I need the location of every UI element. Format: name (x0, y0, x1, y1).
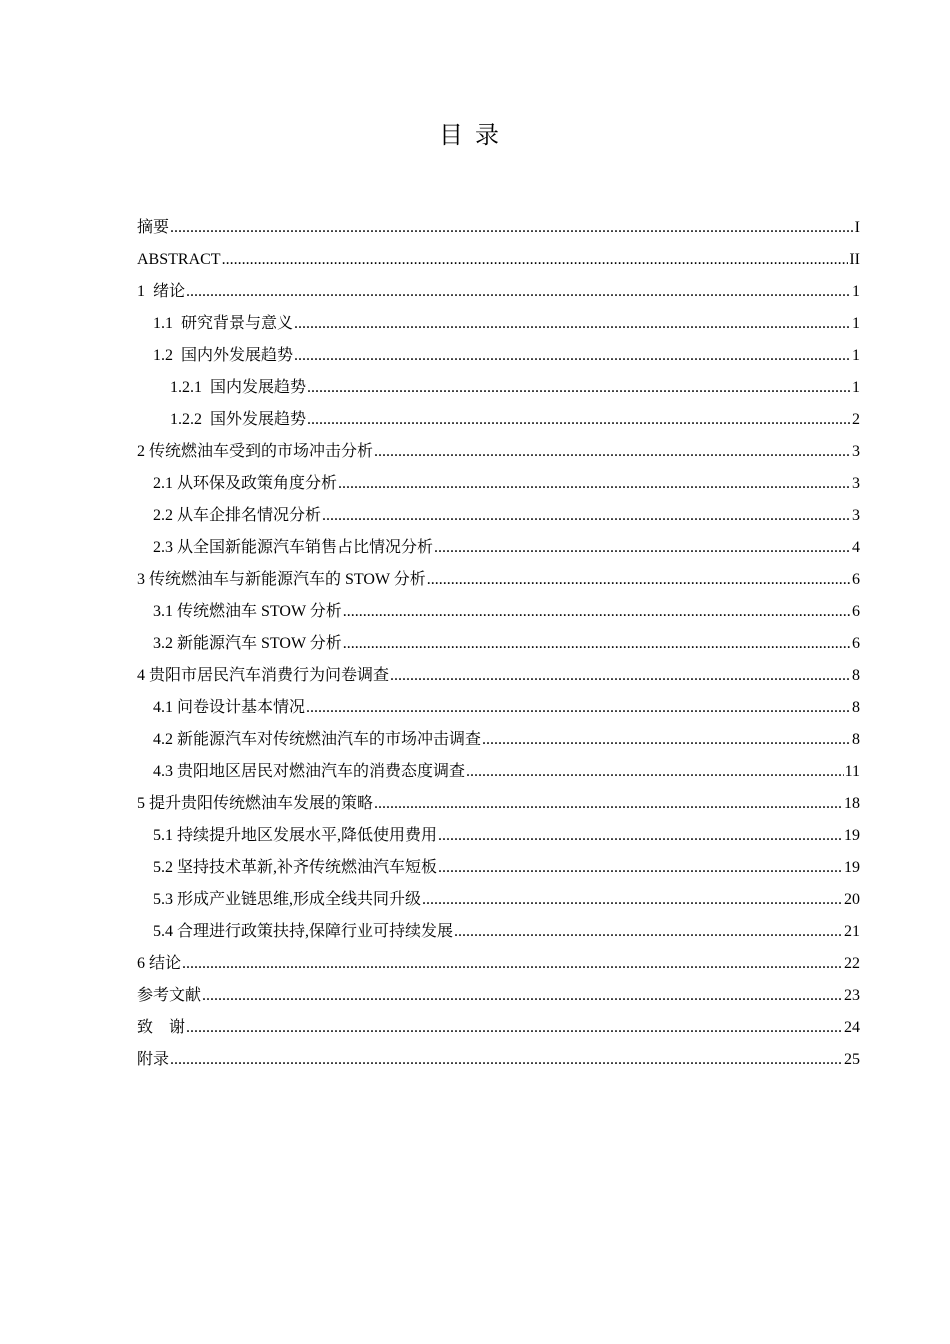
dot-leader (482, 724, 851, 756)
toc-entry-page: 3 (852, 475, 860, 492)
dot-leader (306, 692, 851, 724)
toc-entry[interactable] (137, 852, 860, 884)
toc-entry-page: 19 (844, 827, 860, 844)
toc-entry-label: 4.3 贵阳地区居民对燃油汽车的消费态度调查 (153, 763, 466, 780)
toc-entry-label: 参考文献 (137, 987, 202, 1004)
dot-leader (343, 628, 851, 660)
toc-entry-page: 21 (844, 923, 860, 940)
toc-entry-page: 8 (852, 667, 860, 684)
toc-entry-page: 24 (844, 1019, 860, 1036)
toc-entry[interactable] (137, 596, 860, 628)
toc-entry[interactable] (137, 660, 860, 692)
toc-entry[interactable] (137, 436, 860, 468)
dot-leader (170, 1044, 843, 1076)
toc-entry-label: 4 贵阳市居民汽车消费行为问卷调查 (137, 667, 390, 684)
toc-entry-label: 1.1 研究背景与意义 (153, 315, 294, 332)
toc-entry[interactable] (137, 500, 860, 532)
toc-entry[interactable] (137, 1012, 860, 1044)
toc-entry[interactable] (137, 532, 860, 564)
dot-leader (422, 884, 843, 916)
toc-entry-page: II (849, 251, 860, 268)
toc-entry[interactable] (137, 468, 860, 500)
dot-leader (322, 500, 851, 532)
dot-leader (454, 916, 843, 948)
toc-entry[interactable] (137, 756, 860, 788)
dot-leader (434, 532, 851, 564)
toc-entry-label: ABSTRACT (137, 251, 221, 268)
toc-entry-label: 4.1 问卷设计基本情况 (153, 699, 306, 716)
toc-entry[interactable] (137, 564, 860, 596)
toc-entry-label: 致 谢 (137, 1019, 186, 1036)
toc-entry-page: 1 (852, 379, 860, 396)
toc-entry-label: 2.3 从全国新能源汽车销售占比情况分析 (153, 539, 434, 556)
dot-leader (338, 468, 851, 500)
toc-entry-page: 1 (852, 283, 860, 300)
dot-leader (427, 564, 851, 596)
toc-entry-label: 6 结论 (137, 955, 182, 972)
dot-leader (294, 308, 851, 340)
toc-entry-label: 5.3 形成产业链思维,形成全线共同升级 (153, 891, 422, 908)
toc-entry-label: 2.1 从环保及政策角度分析 (153, 475, 338, 492)
toc-entry-page: 22 (844, 955, 860, 972)
toc-entry-page: 6 (852, 603, 860, 620)
toc-entry-page: 20 (844, 891, 860, 908)
dot-leader (222, 244, 849, 276)
toc-entry[interactable] (137, 308, 860, 340)
toc-entry[interactable] (137, 820, 860, 852)
toc-entry-page: 25 (844, 1051, 860, 1068)
dot-leader (307, 372, 851, 404)
toc-entry-page: 4 (852, 539, 860, 556)
toc-entry-label: 摘要 (137, 219, 170, 236)
dot-leader (294, 340, 851, 372)
toc-entry-page: 19 (844, 859, 860, 876)
toc-entry-page: 11 (844, 763, 860, 780)
toc-entry-label: 5.2 坚持技术革新,补齐传统燃油汽车短板 (153, 859, 438, 876)
dot-leader (438, 820, 843, 852)
toc-entry-label: 2 传统燃油车受到的市场冲击分析 (137, 443, 374, 460)
toc-entry-label: 3 传统燃油车与新能源汽车的 STOW 分析 (137, 571, 426, 588)
dot-leader (307, 404, 851, 436)
toc-entry[interactable] (137, 980, 860, 1012)
toc-entry[interactable] (137, 692, 860, 724)
toc-entry-label: 附录 (137, 1051, 170, 1068)
dot-leader (466, 756, 844, 788)
dot-leader (186, 276, 851, 308)
toc-entry-page: 3 (852, 443, 860, 460)
dot-leader (170, 212, 854, 244)
toc-entry-page: I (854, 219, 860, 236)
toc-entry-page: 1 (852, 315, 860, 332)
toc-entry-label: 5.4 合理进行政策扶持,保障行业可持续发展 (153, 923, 454, 940)
toc-entry[interactable] (137, 340, 860, 372)
dot-leader (374, 436, 851, 468)
toc-entry-label: 1 绪论 (137, 283, 186, 300)
toc-entry-label: 2.2 从车企排名情况分析 (153, 507, 322, 524)
toc-entry[interactable] (137, 212, 860, 244)
toc-entry-label: 3.1 传统燃油车 STOW 分析 (153, 603, 342, 620)
dot-leader (374, 788, 843, 820)
toc-entry-page: 23 (844, 987, 860, 1004)
toc-entry-label: 5.1 持续提升地区发展水平,降低使用费用 (153, 827, 438, 844)
dot-leader (343, 596, 851, 628)
toc-entry[interactable] (137, 628, 860, 660)
toc-entry[interactable] (137, 948, 860, 980)
toc-entry-label: 1.2.2 国外发展趋势 (170, 411, 307, 428)
toc-entry[interactable] (137, 724, 860, 756)
toc-entry-label: 3.2 新能源汽车 STOW 分析 (153, 635, 342, 652)
toc-entry[interactable] (137, 916, 860, 948)
dot-leader (186, 1012, 843, 1044)
toc-entry[interactable] (137, 372, 860, 404)
toc-entry[interactable] (137, 788, 860, 820)
table-of-contents (137, 212, 860, 1076)
toc-entry-page: 2 (852, 411, 860, 428)
toc-entry-page: 18 (844, 795, 860, 812)
toc-entry-label: 4.2 新能源汽车对传统燃油汽车的市场冲击调查 (153, 731, 482, 748)
toc-entry-page: 1 (852, 347, 860, 364)
toc-entry-page: 8 (852, 699, 860, 716)
toc-entry-page: 3 (852, 507, 860, 524)
dot-leader (182, 948, 843, 980)
page-title: 目录 (439, 121, 511, 149)
toc-entry-label: 1.2.1 国内发展趋势 (170, 379, 307, 396)
toc-entry-label: 1.2 国内外发展趋势 (153, 347, 294, 364)
dot-leader (390, 660, 851, 692)
toc-entry[interactable] (137, 244, 860, 276)
toc-entry[interactable] (137, 404, 860, 436)
toc-entry-label: 5 提升贵阳传统燃油车发展的策略 (137, 795, 374, 812)
toc-entry-page: 8 (852, 731, 860, 748)
toc-entry[interactable] (137, 1044, 860, 1076)
toc-entry[interactable] (137, 884, 860, 916)
dot-leader (438, 852, 843, 884)
toc-entry[interactable] (137, 276, 860, 308)
toc-entry-page: 6 (852, 571, 860, 588)
toc-entry-page: 6 (852, 635, 860, 652)
dot-leader (202, 980, 843, 1012)
